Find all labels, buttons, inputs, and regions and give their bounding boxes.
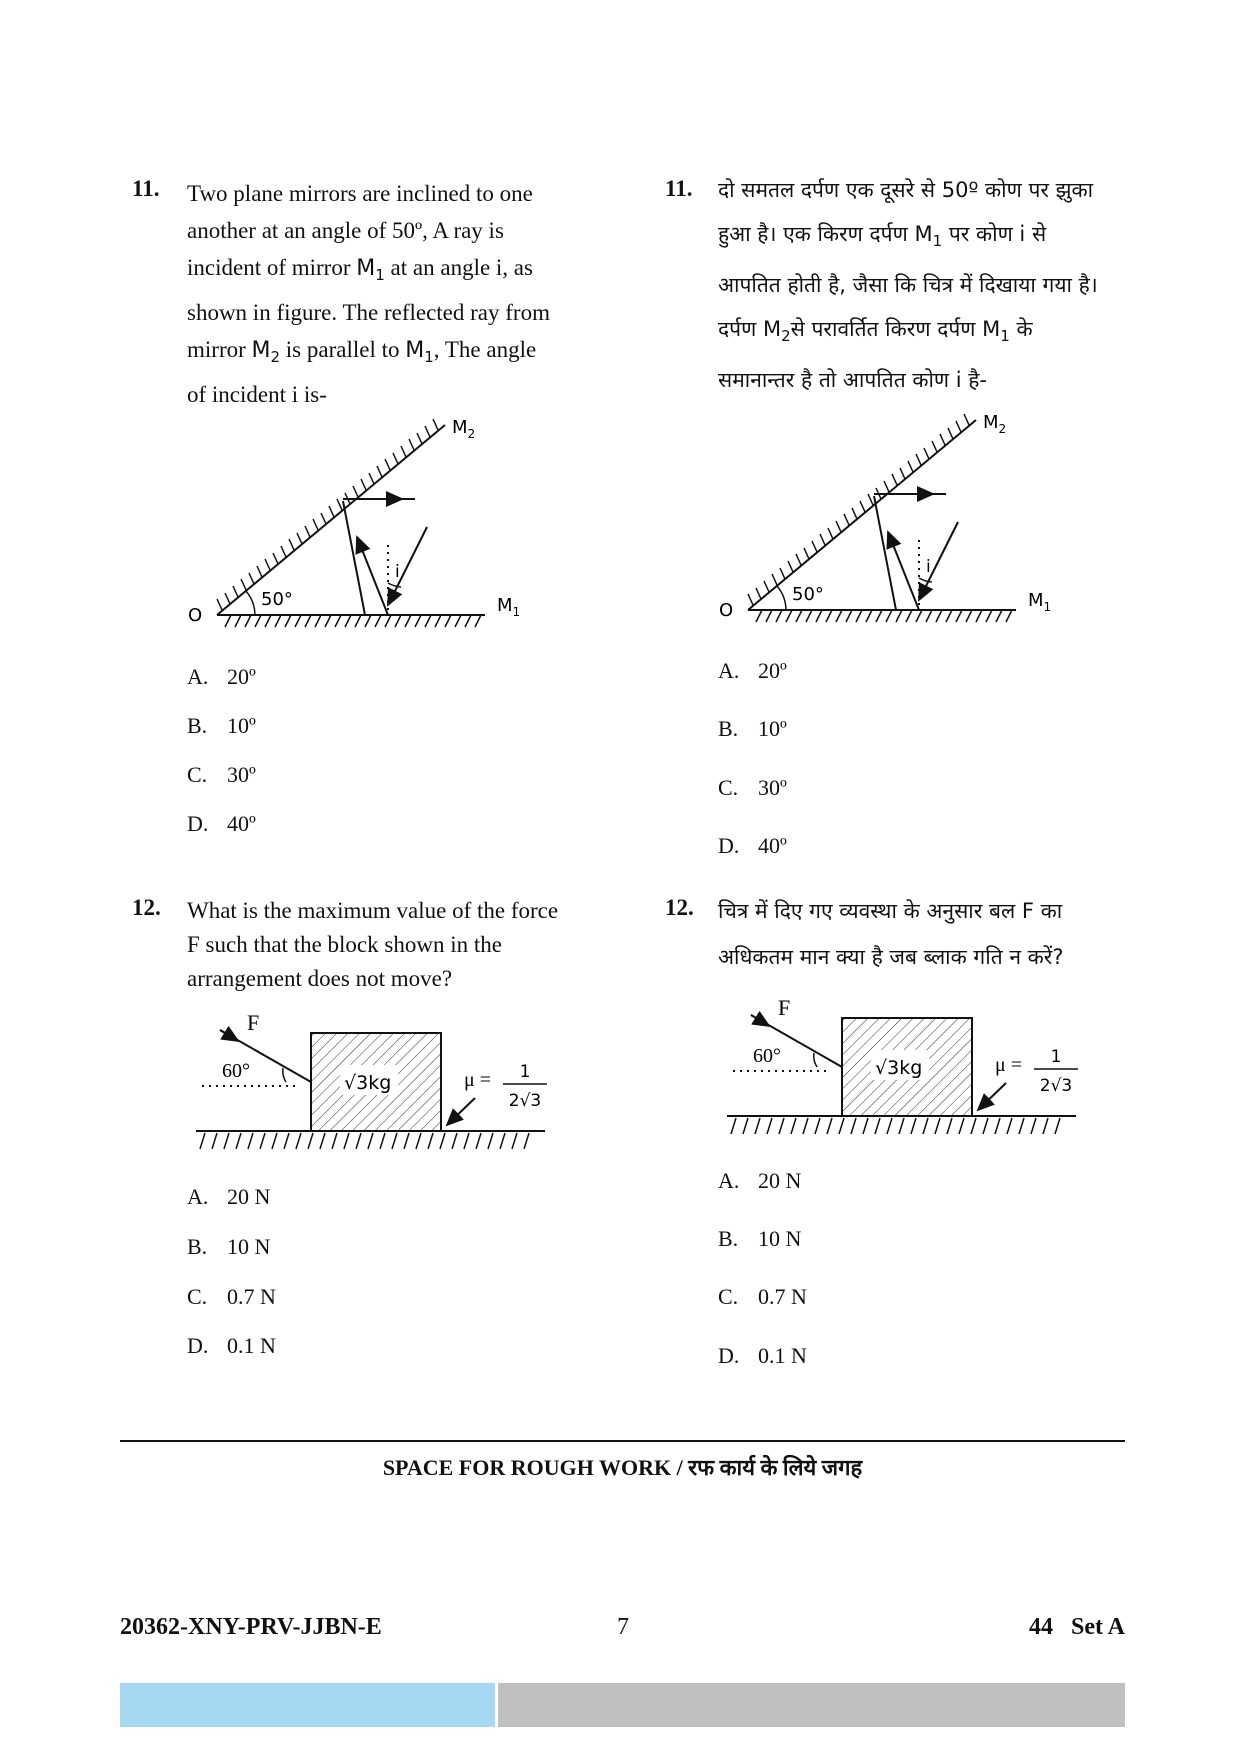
question-number: 11.	[665, 176, 693, 201]
mass-label: √3kg	[875, 1057, 923, 1079]
mu-denominator: 2√3	[1039, 1076, 1073, 1096]
question-text-hi: चित्र में दिए गए व्यवस्था के अनुसार बल F का अधिकतम मान क्या है जब ब्लाक गति न करें?	[718, 899, 1064, 969]
question-text-en: Two plane mirrors are inclined to one another at an angle of 50º, A ray is incident of mirror $M_1$ at an angle i, as shown in figure. The reflected ray from mirror $M_2$ is parallel to $M_1$, The angle of incident i is-	[187, 181, 550, 407]
force-label: F	[247, 1010, 260, 1035]
mass-label: √3kg	[344, 1072, 392, 1094]
paper-code: 20362-XNY-PRV-JJBN-E	[120, 1614, 382, 1640]
mirror-m1-hatch	[225, 615, 481, 627]
option-d[interactable]: D. 0.1 N	[718, 1343, 807, 1368]
ground-hatch	[731, 1118, 1060, 1134]
question-number: 12.	[665, 895, 694, 920]
option-d[interactable]: D. 0.1 N	[187, 1333, 276, 1358]
option-c[interactable]: C. 0.7 N	[187, 1284, 276, 1309]
mirror-m1-hatch	[756, 610, 1012, 622]
friction-arrow	[978, 1083, 1006, 1110]
force-angle-arc	[283, 1068, 286, 1082]
incident-ray	[919, 522, 958, 600]
m1-label: $M_1$	[497, 595, 521, 619]
option-b[interactable]: B. 10 N	[718, 1226, 802, 1251]
mirror-m2-hatch	[748, 414, 969, 605]
reflected-ray-1	[357, 537, 388, 615]
option-b[interactable]: B. 10º	[187, 713, 256, 738]
rough-work-heading: SPACE FOR ROUGH WORK / रफ कार्य के लिये जगह	[382, 1455, 863, 1480]
reflected-ray-1b	[874, 496, 896, 610]
reflected-ray-1	[888, 532, 919, 610]
footer-bar-left	[120, 1683, 495, 1727]
mu-label: μ =	[464, 1069, 492, 1091]
incident-ray	[388, 527, 427, 605]
option-c[interactable]: C. 30º	[187, 762, 256, 787]
question-number: 12.	[132, 895, 161, 920]
question-text-hi: दो समतल दर्पण एक दूसरे से 50º कोण पर झुका हुआ है। एक किरण दर्पण $M_1$ पर कोण i से आपतित होती है, जैसा कि चित्र में दिखाया गया है। दर्पण $M_2से$ परावर्तित किरण दर्पण $M_1$ के समानान्तर है तो आपतित कोण i है-	[718, 178, 1098, 392]
friction-arrow	[447, 1098, 475, 1125]
option-a[interactable]: A. 20º	[187, 664, 256, 689]
angle-label: 50°	[792, 584, 824, 605]
option-a[interactable]: A. 20 N	[187, 1184, 271, 1209]
mu-numerator: 1	[1050, 1047, 1062, 1067]
set-label: 44 Set A	[1029, 1614, 1125, 1640]
mirror-diagram	[188, 415, 521, 630]
question-text-en: What is the maximum value of the force F such that the block shown in the arrangement does not move?	[187, 898, 559, 991]
angle-label: 50°	[261, 589, 293, 610]
option-d[interactable]: D. 40º	[187, 811, 256, 836]
option-b[interactable]: B. 10 N	[187, 1234, 271, 1259]
incidence-label: i	[926, 557, 931, 577]
option-d[interactable]: D. 40º	[718, 833, 787, 858]
force-angle-label: 60°	[222, 1060, 250, 1082]
mu-numerator: 1	[519, 1062, 531, 1082]
divider	[120, 1440, 1125, 1442]
mirror-m2-line	[217, 425, 445, 615]
m2-label: $M_2$	[983, 412, 1007, 436]
ground-hatch	[200, 1133, 529, 1149]
mirror-diagram	[719, 410, 1052, 625]
option-a[interactable]: A. 20º	[718, 658, 787, 683]
incidence-label: i	[395, 562, 400, 582]
angle-arc	[246, 591, 255, 615]
option-c[interactable]: C. 30º	[718, 775, 787, 800]
block-diagram	[190, 1010, 560, 1160]
option-a[interactable]: A. 20 N	[718, 1168, 802, 1193]
m2-label: $M_2$	[452, 417, 476, 441]
force-label: F	[778, 995, 791, 1020]
origin-label: O	[188, 605, 203, 626]
footer-bar-right	[498, 1683, 1125, 1727]
mu-label: μ =	[995, 1054, 1023, 1076]
force-arrow	[751, 1015, 769, 1026]
option-c[interactable]: C. 0.7 N	[718, 1284, 807, 1309]
angle-arc	[777, 586, 786, 610]
origin-label: O	[719, 600, 734, 621]
mirror-m2-hatch	[217, 419, 438, 610]
block-diagram	[721, 995, 1091, 1145]
m1-label: $M_1$	[1028, 590, 1052, 614]
force-angle-label: 60°	[753, 1045, 781, 1067]
option-b[interactable]: B. 10º	[718, 716, 787, 741]
question-number: 11.	[132, 176, 160, 201]
mu-denominator: 2√3	[508, 1091, 542, 1111]
mirror-m2-line	[748, 420, 976, 610]
page-number: 7	[617, 1614, 629, 1640]
reflected-ray-1b	[343, 501, 365, 615]
force-arrow	[220, 1030, 238, 1041]
force-angle-arc	[814, 1053, 817, 1067]
